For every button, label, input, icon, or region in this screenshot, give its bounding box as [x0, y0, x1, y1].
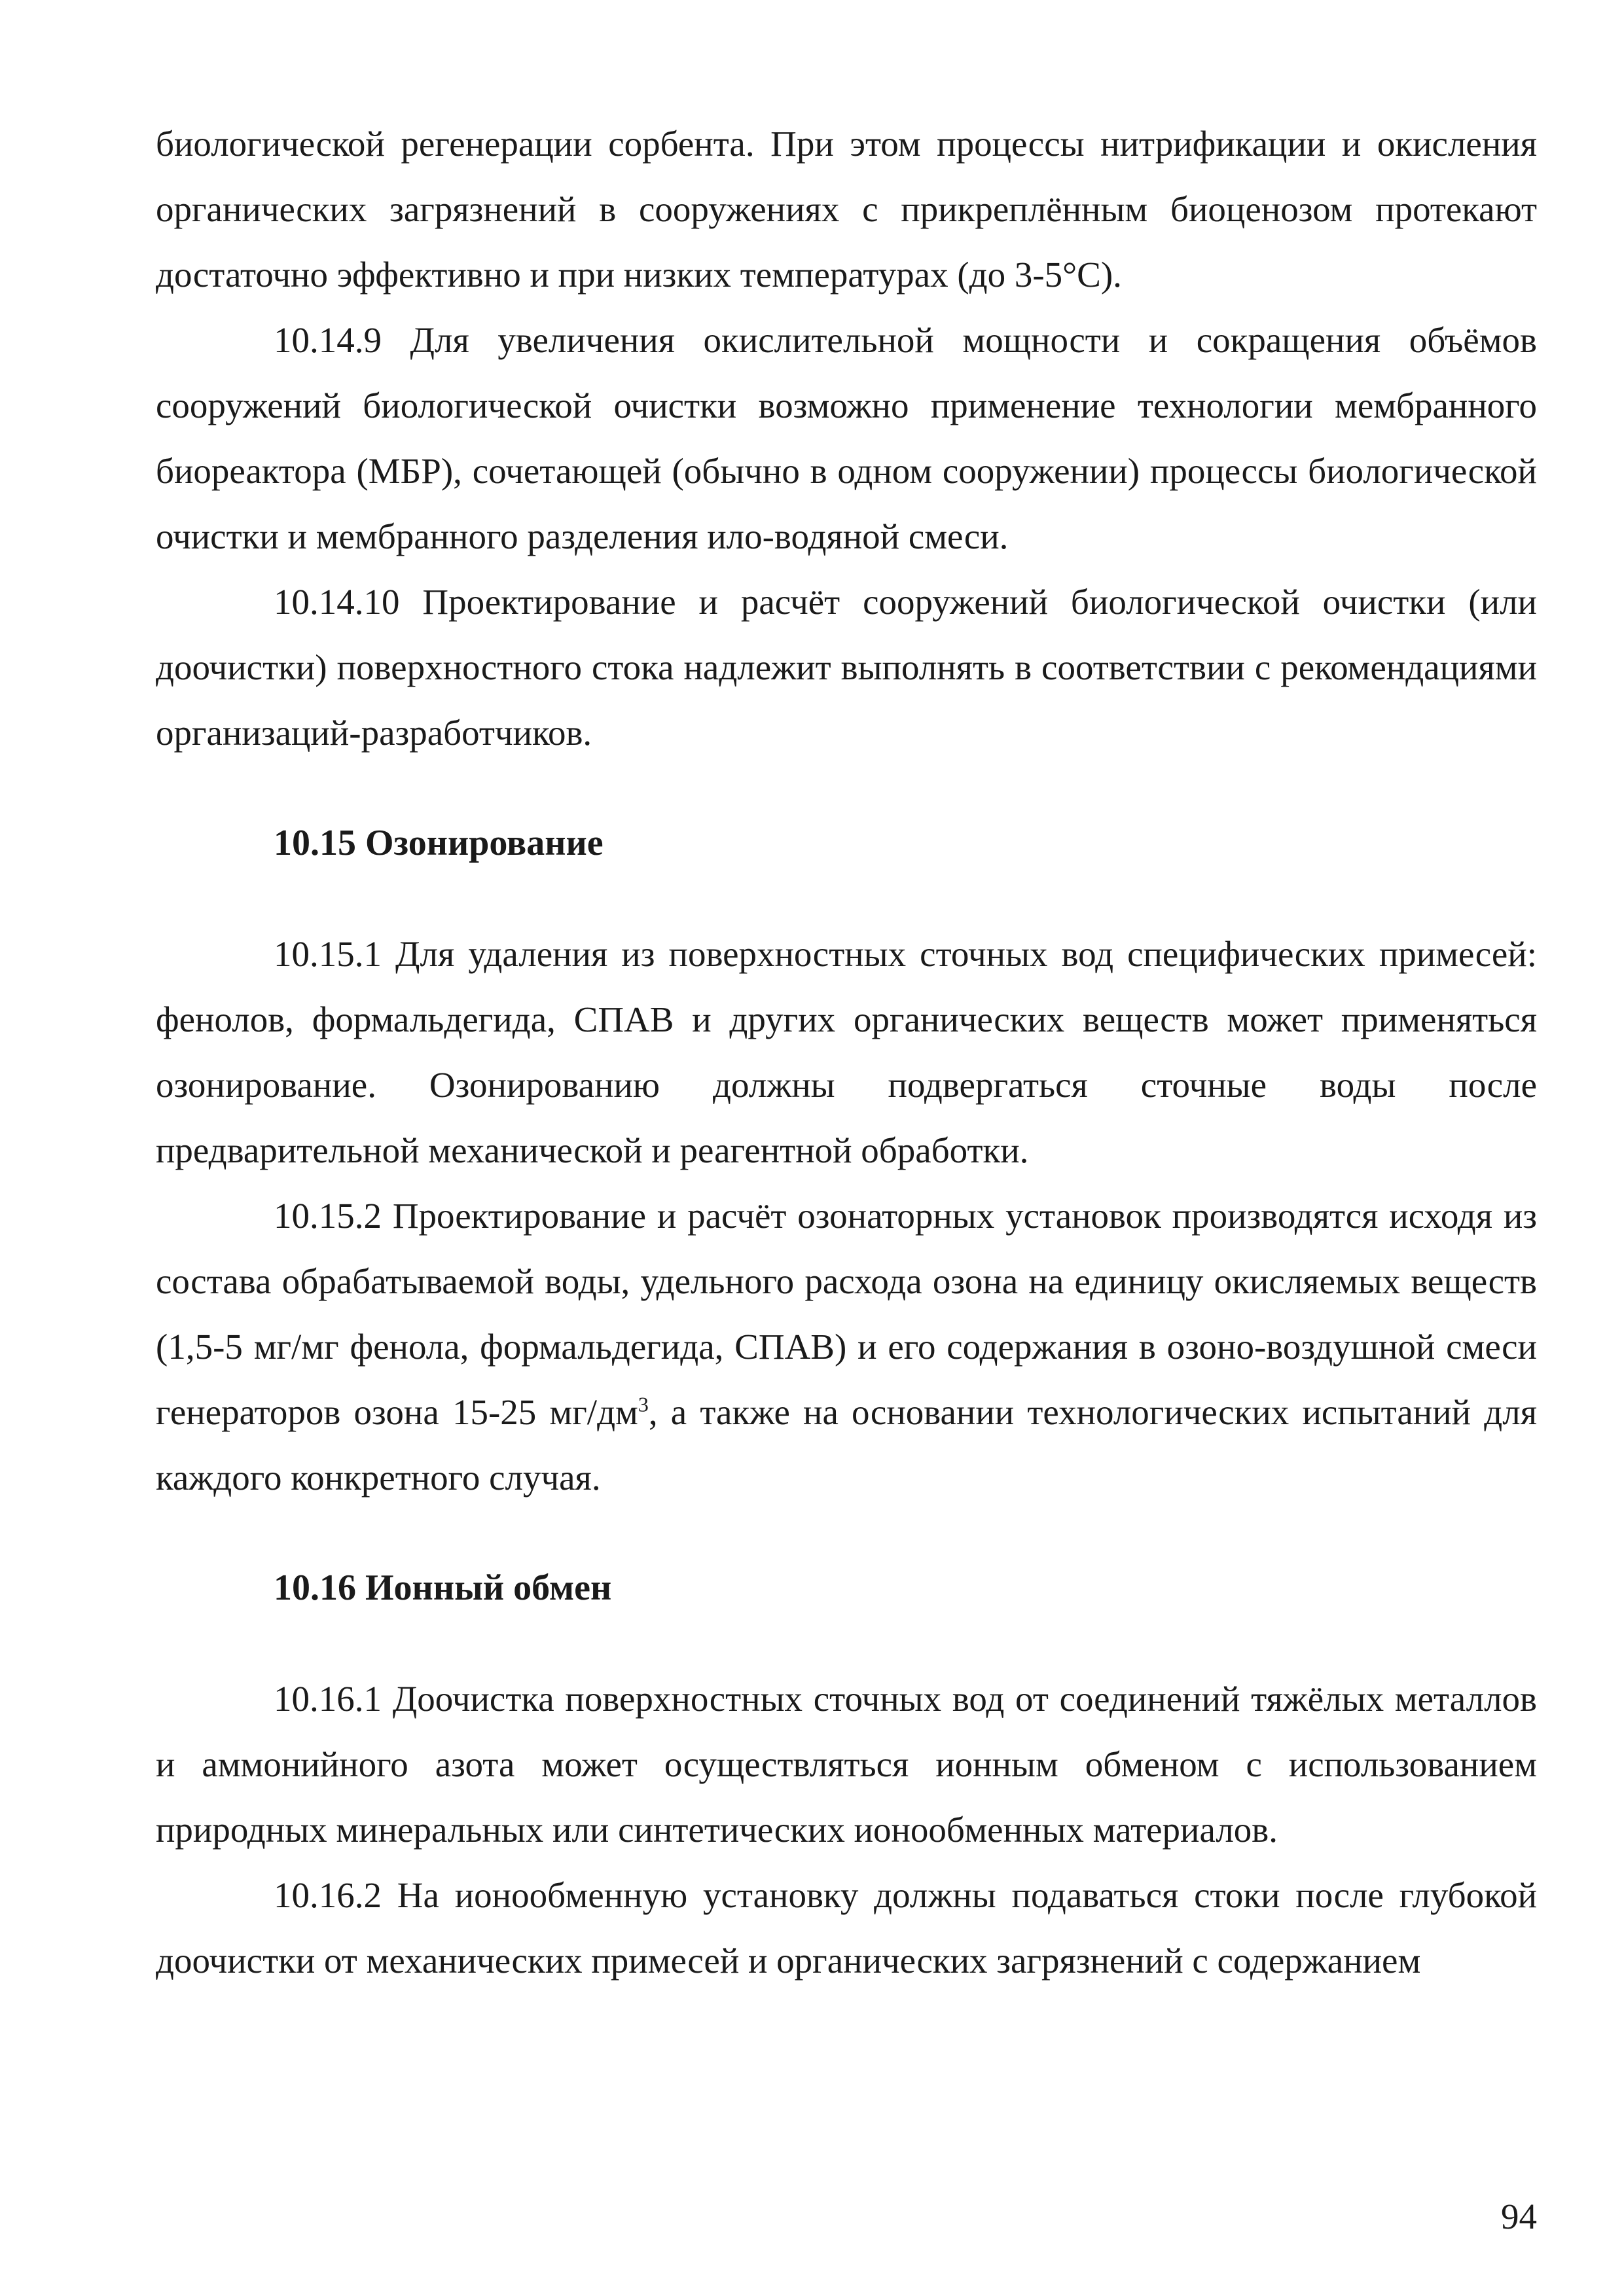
paragraph-10-15-1: 10.15.1 Для удаления из поверхностных сточных вод специфических примесей: фенолов, формальдегида, СПАВ и других органических веществ может применяться озонирование. Озонированию должны подвергаться сточные воды после предварительной механической и реагентной обработки. — [156, 934, 1537, 1170]
paragraph-10-15-2 — [156, 1183, 1537, 1511]
paragraph-10-15-2-part-a: 10.15.2 Проектирование и расчёт озонаторных установок производятся исходя из состава обрабатываемой воды, удельного расхода озона на единицу окисляемых веществ (1,5-5 мг/мг фенола, формальдегида, СПАВ) и его содержания в озоно-воздушной смеси генераторов озона 15-25 мг/дм — [156, 1196, 1537, 1432]
paragraph-10-15-2-part-b: , а также на основании технологических испытаний для каждого конкретного случая. — [156, 1392, 1537, 1498]
paragraph-10-16-2: 10.16.2 На ионообменную установку должны подаваться стоки после глубокой доочистки от механических примесей и органических загрязнений с содержанием — [156, 1875, 1537, 1981]
section-heading-10-15: 10.15 Озонирование — [274, 823, 604, 863]
page-number: 94 — [1501, 2197, 1537, 2236]
superscript-cubic: 3 — [638, 1392, 649, 1416]
section-heading-wrapper-10-15 — [156, 810, 1537, 876]
paragraph-10-14-10: 10.14.10 Проектирование и расчёт сооружений биологической очистки (или доочистки) поверхностного стока надлежит выполнять в соответствии с рекомендациями организаций-разработчиков. — [156, 582, 1537, 753]
paragraph-intro: биологической регенерации сорбента. При этом процессы нитрификации и окисления органических загрязнений в сооружениях с прикреплённым биоценозом протекают достаточно эффективно и при низких температурах (до 3-5°С). — [156, 124, 1537, 295]
paragraph-10-16-1: 10.16.1 Доочистка поверхностных сточных вод от соединений тяжёлых металлов и аммонийного азота может осуществляться ионным обменом с использованием природных минеральных или синтетических ионообменных материалов. — [156, 1679, 1537, 1850]
section-heading-10-16: 10.16 Ионный обмен — [274, 1568, 612, 1608]
paragraph-10-14-9: 10.14.9 Для увеличения окислительной мощности и сокращения объёмов сооружений биологической очистки возможно применение технологии мембранного биореактора (МБР), сочетающей (обычно в одном сооружении) процессы биологической очистки и мембранного разделения ило-водяной смеси. — [156, 320, 1537, 556]
page-body — [156, 111, 1537, 1994]
section-heading-wrapper-10-16 — [156, 1555, 1537, 1621]
